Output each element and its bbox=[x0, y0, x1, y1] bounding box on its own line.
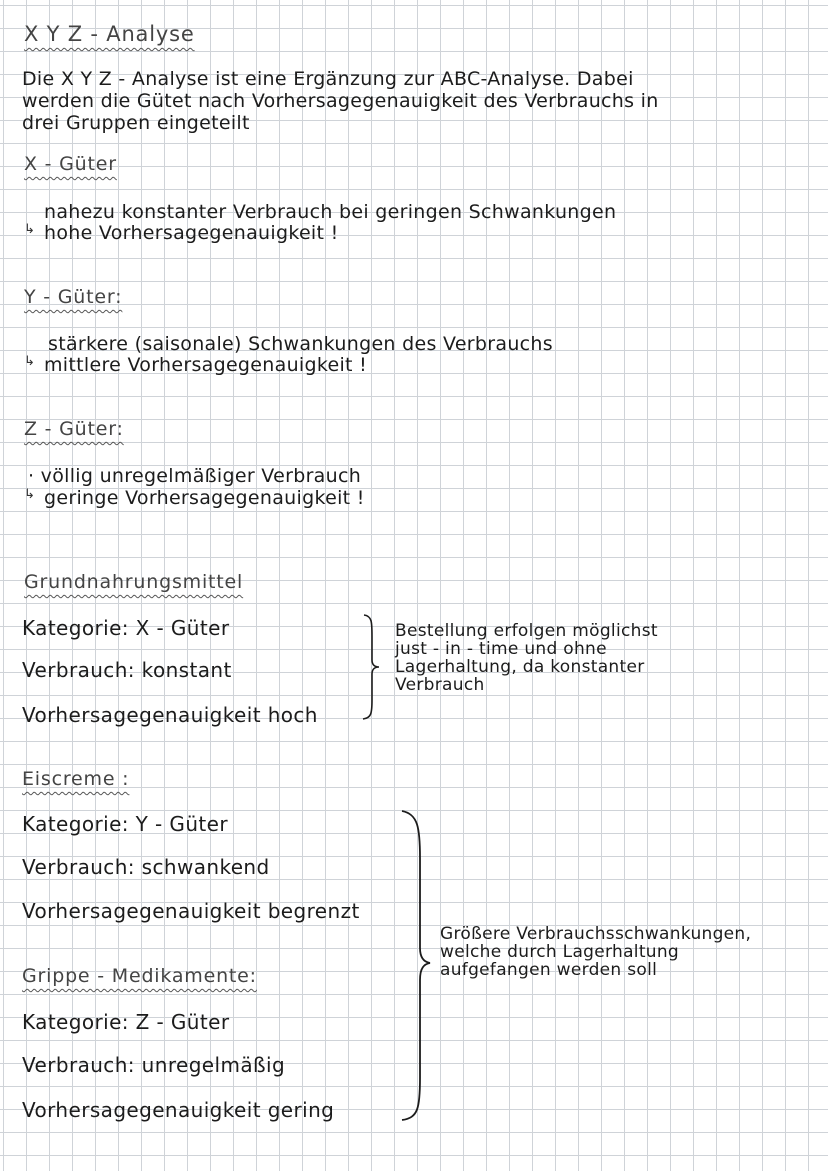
note-line: just - in - time und ohne bbox=[395, 639, 607, 659]
x-gueter-line-2: hohe Vorhersagegenauigkeit ! bbox=[44, 222, 339, 244]
z-gueter-heading: Z - Güter: bbox=[24, 418, 124, 440]
z-gueter-line-2: geringe Vorhersagegenauigkeit ! bbox=[44, 487, 365, 509]
note-line: welche durch Lagerhaltung bbox=[440, 942, 680, 962]
grippe-heading: Grippe - Medikamente: bbox=[22, 965, 257, 987]
grippe-kategorie: Kategorie: Z - Güter bbox=[22, 1010, 230, 1034]
note-line: Lagerhaltung, da konstanter bbox=[395, 657, 645, 677]
page-title: X Y Z - Analyse bbox=[24, 22, 195, 46]
grund-verbrauch: Verbrauch: konstant bbox=[22, 658, 232, 682]
grundnahrungsmittel-heading: Grundnahrungsmittel bbox=[24, 571, 244, 593]
intro-line: Die X Y Z - Analyse ist eine Ergänzung zur ABC-Analyse. Dabei bbox=[22, 68, 634, 90]
note-line: Verbrauch bbox=[395, 675, 485, 695]
note-line: Größere Verbrauchsschwankungen, bbox=[440, 924, 752, 944]
arrow-icon: ↳ bbox=[24, 354, 35, 369]
eis-kategorie: Kategorie: Y - Güter bbox=[22, 812, 228, 836]
note-line: Bestellung erfolgen möglichst bbox=[395, 621, 658, 641]
eis-verbrauch: Verbrauch: schwankend bbox=[22, 855, 270, 879]
arrow-icon: ↳ bbox=[24, 487, 35, 502]
eis-vorhersage: Vorhersagegenauigkeit begrenzt bbox=[22, 899, 360, 923]
intro-paragraph bbox=[22, 68, 792, 134]
z-gueter-line-1: · völlig unregelmäßiger Verbrauch bbox=[28, 465, 362, 487]
curly-brace bbox=[360, 612, 382, 722]
y-gueter-line-1: stärkere (saisonale) Schwankungen des Verbrauchs bbox=[48, 333, 553, 355]
y-gueter-heading: Y - Güter: bbox=[24, 286, 123, 308]
shared-note bbox=[440, 925, 751, 979]
grund-kategorie: Kategorie: X - Güter bbox=[22, 616, 230, 640]
grippe-verbrauch: Verbrauch: unregelmäßig bbox=[22, 1053, 286, 1077]
arrow-icon: ↳ bbox=[24, 222, 35, 237]
x-gueter-heading: X - Güter bbox=[24, 153, 117, 175]
eiscreme-heading: Eiscreme : bbox=[22, 768, 130, 790]
note-line: aufgefangen werden soll bbox=[440, 960, 658, 980]
curly-brace bbox=[398, 808, 434, 1124]
grippe-vorhersage: Vorhersagegenauigkeit gering bbox=[22, 1098, 335, 1122]
grund-note bbox=[395, 622, 658, 694]
intro-line: drei Gruppen eingeteilt bbox=[22, 112, 250, 134]
y-gueter-line-2: mittlere Vorhersagegenauigkeit ! bbox=[44, 354, 368, 376]
x-gueter-line-1: nahezu konstanter Verbrauch bei geringen Schwankungen bbox=[44, 201, 617, 223]
intro-line: werden die Gütet nach Vorhersagegenauigkeit des Verbrauchs in bbox=[22, 90, 659, 112]
grund-vorhersage: Vorhersagegenauigkeit hoch bbox=[22, 703, 318, 727]
